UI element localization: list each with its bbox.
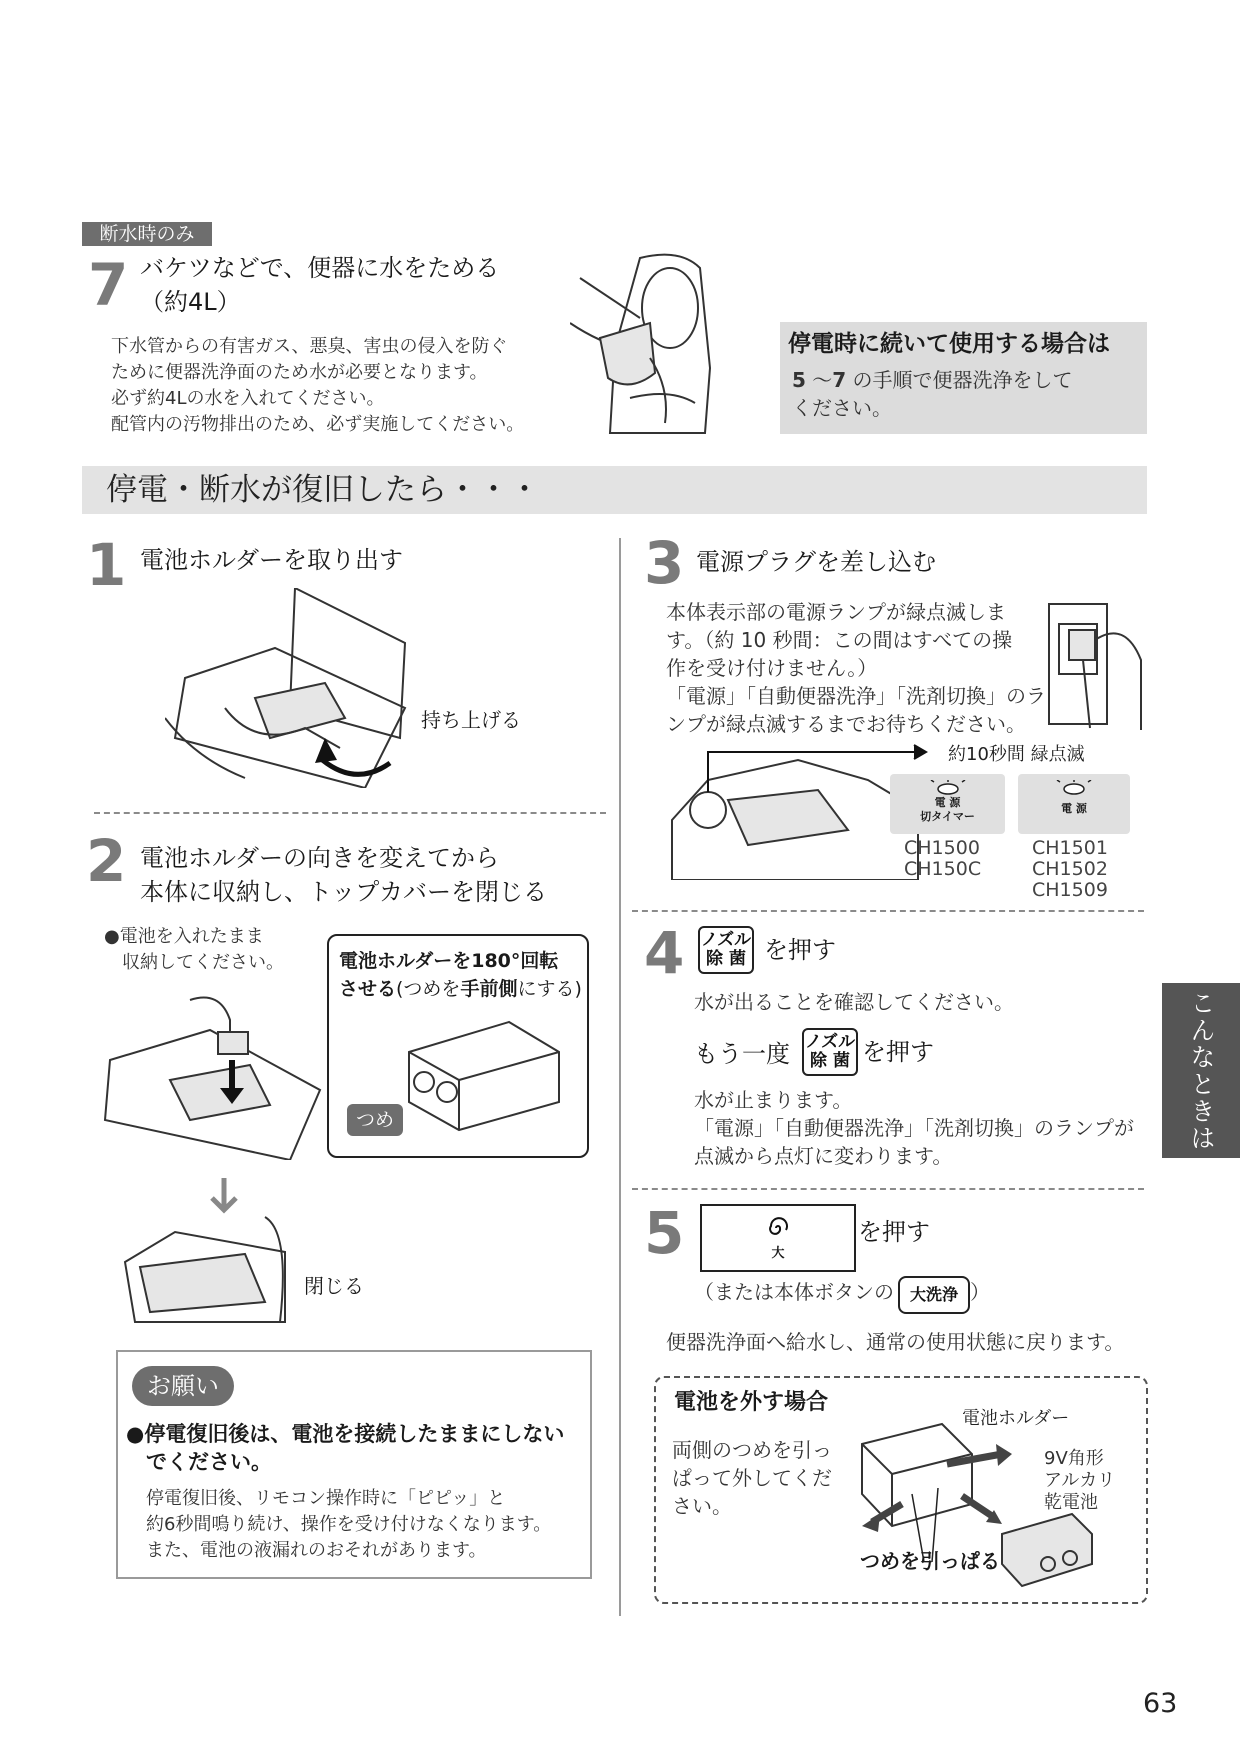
step-7-number: 7 bbox=[88, 251, 129, 319]
nozzle-btn-l2: 除 菌 bbox=[706, 949, 746, 969]
model-name: CH1509 bbox=[1032, 879, 1108, 901]
continue-box-tilde: ～ bbox=[805, 368, 833, 392]
ind2-label1: 電 源 bbox=[1061, 802, 1087, 815]
large-flush-remote-button bbox=[700, 1204, 856, 1272]
model-name: CH150C bbox=[904, 858, 982, 880]
blink-label: 約10秒間 緑点滅 bbox=[948, 744, 1085, 765]
pull-claws-label: つめを引っぱる bbox=[860, 1549, 1000, 1573]
request-notice-box bbox=[116, 1350, 592, 1579]
ind1-label1: 電 源 bbox=[934, 796, 961, 809]
nozzle-btn2-l2: 除 菌 bbox=[810, 1051, 850, 1071]
indicator-with-timer bbox=[890, 774, 1005, 834]
battery-removal-box bbox=[654, 1376, 1148, 1604]
arrow-down-icon bbox=[206, 1176, 242, 1216]
battery-box-body-line: ぱって外してくだ bbox=[672, 1466, 832, 1490]
battery-type-line: 乾電池 bbox=[1044, 1492, 1098, 1513]
nozzle-sterilize-button-icon bbox=[698, 926, 754, 974]
request-body-line: また、電池の液漏れのおそれがあります。 bbox=[146, 1540, 487, 1561]
callout-line1: 電池ホルダーを180°回転 bbox=[339, 950, 559, 972]
step-2-number: 2 bbox=[86, 827, 127, 895]
step-7-body-line: 配管内の汚物排出のため、必ず実施してください。 bbox=[111, 414, 525, 435]
close-label: 閉じる bbox=[304, 1274, 364, 1298]
power-lamp-location-illustration bbox=[668, 740, 928, 880]
step-2-note-line1: ●電池を入れたまま bbox=[104, 926, 264, 947]
step-4-body-line: 点滅から点灯に変わります。 bbox=[694, 1144, 953, 1168]
bucket-pour-illustration bbox=[570, 248, 730, 438]
step-5-alt-a: （または本体ボタンの bbox=[694, 1280, 894, 1304]
request-head-line2: でください。 bbox=[146, 1450, 272, 1474]
lift-up-label: 持ち上げる bbox=[421, 708, 521, 732]
holder-label: 電池ホルダー bbox=[962, 1408, 1070, 1429]
step-3-body-line: 「電源」「自動便器洗浄」「洗剤切換」のラ bbox=[666, 684, 1046, 708]
continue-box-title: 停電時に続いて使用する場合は bbox=[788, 331, 1110, 357]
nozzle-btn-l1: ノズル bbox=[700, 930, 752, 950]
step-3-body-line: 作を受け付けません。） bbox=[666, 656, 878, 680]
callout-l2c: 手前側 bbox=[460, 978, 518, 1000]
model-name: CH1501 bbox=[1032, 837, 1108, 859]
callout-l2a: させる bbox=[339, 978, 397, 1000]
battery-box-body-line: 両側のつめを引っ bbox=[672, 1438, 832, 1462]
ind1-label2: 切タイマー bbox=[920, 810, 975, 823]
nozzle-sterilize-button-icon-2 bbox=[802, 1028, 858, 1076]
continue-usage-box bbox=[780, 322, 1147, 434]
request-head-line1: ●停電復旧後は、電池を接続したままにしない bbox=[126, 1422, 565, 1446]
large-flush-label: 大 bbox=[771, 1246, 785, 1261]
step-4-body bbox=[694, 1086, 1134, 1170]
section-title: 停電・断水が復旧したら・・・ bbox=[106, 472, 540, 508]
remove-battery-holder-illustration bbox=[165, 588, 425, 788]
step-5-press: を押す bbox=[858, 1218, 930, 1246]
power-plug-illustration bbox=[1045, 600, 1145, 730]
page-number: 63 bbox=[1143, 1688, 1178, 1719]
dash-divider-step1 bbox=[94, 812, 606, 814]
models-a bbox=[904, 838, 981, 880]
rotate-holder-callout bbox=[327, 934, 589, 1158]
step-4-press: を押す bbox=[764, 936, 836, 964]
step-3-number: 3 bbox=[644, 529, 685, 597]
callout-l2b: (つめを bbox=[396, 978, 461, 1000]
battery-type-label bbox=[1044, 1448, 1115, 1514]
step-7-body-line: 下水管からの有害ガス、悪臭、害虫の侵入を防ぐ bbox=[111, 336, 508, 357]
step-1-title: 電池ホルダーを取り出す bbox=[140, 546, 404, 574]
step-7-body bbox=[111, 334, 524, 438]
battery-box-body bbox=[672, 1436, 832, 1520]
step-4-number: 4 bbox=[644, 919, 685, 987]
step-7-body-line: 必ず約4Lの水を入れてください。 bbox=[111, 388, 385, 409]
callout-l2d: にする) bbox=[517, 978, 582, 1000]
step-3-body-line: 本体表示部の電源ランプが緑点滅しま bbox=[666, 600, 1006, 624]
request-body-line: 約6秒間鳴り続け、操作を受け付けなくなります。 bbox=[146, 1514, 552, 1535]
step-5-alt-b: ） bbox=[970, 1280, 990, 1304]
models-b bbox=[1032, 838, 1108, 901]
callout-line2 bbox=[339, 976, 582, 1002]
step-2-title-line2: 本体に収納し、トップカバーを閉じる bbox=[140, 878, 548, 906]
step-3-title: 電源プラグを差し込む bbox=[696, 548, 936, 576]
step-5-number: 5 bbox=[644, 1199, 685, 1267]
step-3-body-line: す。（約 10 秒間：この間はすべての操 bbox=[666, 628, 1013, 652]
tsume-label: つめ bbox=[347, 1104, 403, 1136]
step-5-result: 便器洗浄面へ給水し、通常の使用状態に戻ります。 bbox=[666, 1330, 1125, 1354]
troubleshooting-side-tab[interactable]: こんなときは bbox=[1162, 983, 1240, 1158]
column-divider bbox=[619, 538, 621, 1616]
battery-type-line: 9V角形 bbox=[1044, 1448, 1104, 1469]
step-3-body-line: ンプが緑点滅するまでお待ちください。 bbox=[666, 712, 1026, 736]
continue-box-text1: の手順で便器洗浄をして bbox=[846, 368, 1073, 392]
continue-box-line1 bbox=[792, 366, 1073, 394]
step-2-title-line1: 電池ホルダーの向きを変えてから bbox=[140, 844, 500, 872]
step-3-body bbox=[666, 598, 1046, 738]
request-body bbox=[146, 1486, 551, 1564]
lamp-blink-icon bbox=[930, 780, 966, 796]
nozzle-btn2-l1: ノズル bbox=[804, 1032, 856, 1052]
close-top-cover-illustration bbox=[115, 1212, 295, 1332]
step-1-number: 1 bbox=[86, 531, 127, 599]
battery-type-line: アルカリ bbox=[1044, 1470, 1116, 1491]
step-7-body-line: ために便器洗浄面のため水が必要となります。 bbox=[111, 362, 488, 383]
store-battery-holder-illustration bbox=[100, 990, 340, 1160]
water-outage-only-tag: 断水時のみ bbox=[82, 222, 212, 246]
step-4-body-line: 「電源」「自動便器洗浄」「洗剤切換」のランプが bbox=[694, 1116, 1134, 1140]
dash-divider-step3 bbox=[632, 910, 1144, 912]
request-body-line: 停電復旧後、リモコン操作時に「ピピッ」と bbox=[146, 1488, 506, 1509]
continue-box-line2: ください。 bbox=[792, 396, 892, 420]
step-7-title-line1: バケツなどで、便器に水をためる bbox=[140, 254, 500, 282]
arrow-right-icon bbox=[900, 744, 930, 760]
continue-box-num-a: 5 bbox=[792, 368, 806, 392]
battery-box-body-line: さい。 bbox=[672, 1494, 732, 1518]
lamp-blink-icon bbox=[1056, 780, 1092, 796]
step-4-again: もう一度 bbox=[694, 1040, 790, 1068]
step-4-line1: 水が出ることを確認してください。 bbox=[694, 990, 1014, 1014]
battery-box-title: 電池を外す場合 bbox=[674, 1390, 829, 1415]
step-4-press2: を押す bbox=[862, 1038, 934, 1066]
swirl-icon bbox=[764, 1214, 792, 1242]
step-7-title-line2: （約4L） bbox=[140, 288, 241, 316]
step-4-body-line: 水が止まります。 bbox=[694, 1088, 853, 1112]
indicator-power bbox=[1018, 774, 1130, 834]
battery-holder-rotated-illustration bbox=[389, 1012, 569, 1132]
model-name: CH1500 bbox=[904, 837, 980, 859]
continue-box-num-b: 7 bbox=[832, 368, 847, 392]
recovery-section-header bbox=[82, 466, 1147, 514]
step-2-note-line2: 収納してください。 bbox=[122, 952, 284, 973]
request-badge: お願い bbox=[132, 1366, 234, 1406]
large-flush-body-button-icon: 大洗浄 bbox=[898, 1276, 970, 1314]
dash-divider-step4 bbox=[632, 1188, 1144, 1190]
model-name: CH1502 bbox=[1032, 858, 1108, 880]
